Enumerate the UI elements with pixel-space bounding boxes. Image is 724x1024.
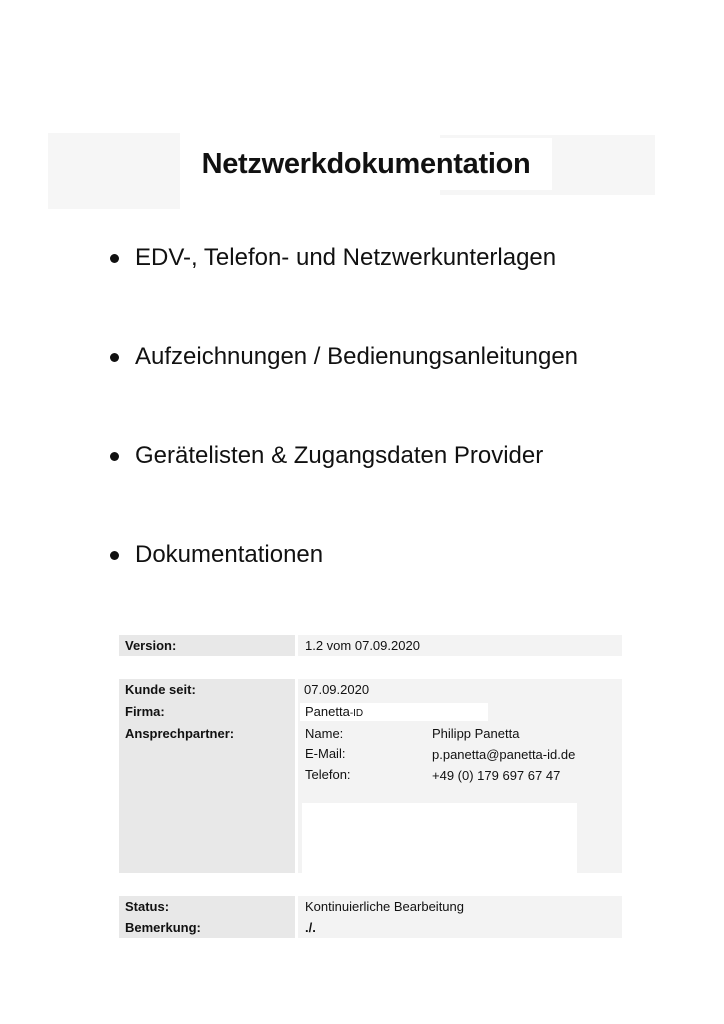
version-label: Version:	[119, 635, 295, 656]
bullet-text: EDV-, Telefon- und Netzwerkunterlagen	[135, 244, 557, 271]
status-value-column	[298, 896, 622, 938]
status-label: Status:	[125, 899, 170, 914]
customer-since-value: 07.09.2020	[304, 682, 370, 697]
empty-notes-area	[302, 803, 577, 873]
contact-name-label: Name:	[305, 726, 344, 741]
bullet-icon	[110, 551, 119, 560]
contact-name-value: Philipp Panetta	[432, 726, 520, 741]
customer-label-column	[119, 679, 295, 873]
contact-email-label: E-Mail:	[305, 746, 346, 761]
page-title: Netzwerkdokumentation	[201, 147, 531, 180]
version-value: 1.2 vom 07.09.2020	[298, 635, 622, 656]
remark-label: Bemerkung:	[125, 920, 201, 935]
remark-value: ./.	[305, 920, 316, 935]
contact-phone-label: Telefon:	[305, 767, 351, 782]
title-band-left	[48, 133, 180, 209]
bullet-icon	[110, 353, 119, 362]
customer-since-label: Kunde seit:	[125, 682, 196, 697]
bullet-icon	[110, 452, 119, 461]
bullet-text: Dokumentationen	[135, 541, 324, 568]
contact-email-value: p.panetta@panetta-id.de	[432, 747, 576, 762]
company-name: Panetta	[305, 704, 350, 719]
bullet-icon	[110, 254, 119, 263]
company-value	[305, 702, 363, 724]
status-label-column	[119, 896, 295, 938]
company-label: Firma:	[125, 704, 165, 719]
bullet-text: Aufzeichnungen / Bedienungsanleitungen	[135, 343, 579, 370]
contact-label: Ansprechpartner:	[125, 726, 235, 741]
bullet-text: Gerätelisten & Zugangsdaten Provider	[135, 442, 544, 469]
contact-phone-value: +49 (0) 179 697 67 47	[432, 768, 561, 783]
company-suffix: -ID	[349, 708, 364, 719]
status-value: Kontinuierliche Bearbeitung	[305, 899, 464, 914]
title-box	[180, 138, 552, 190]
